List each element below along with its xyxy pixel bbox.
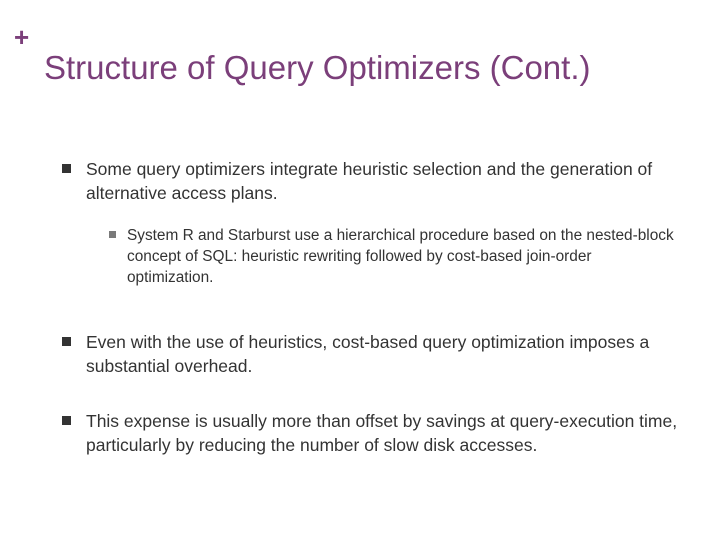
bullet-item [62, 409, 682, 457]
plus-icon: + [14, 22, 30, 52]
bullet-text: Even with the use of heuristics, cost-based query optimization imposes a substantial overhead. [86, 332, 650, 376]
bullet-item [62, 157, 682, 288]
bullet-item [62, 330, 682, 378]
bullet-list [62, 157, 682, 457]
square-bullet-icon [62, 416, 71, 425]
sub-bullet-text: System R and Starburst use a hierarchical procedure based on the nested-block concept of SQL: heuristic rewriting followed by cost-based join-order optimization. [127, 227, 674, 286]
sub-bullet-item [109, 225, 682, 288]
square-bullet-icon [109, 231, 116, 238]
slide-title: Structure of Query Optimizers (Cont.) [44, 49, 591, 86]
square-bullet-icon [62, 337, 71, 346]
square-bullet-icon [62, 164, 71, 173]
bullet-text: This expense is usually more than offset by savings at query-execution time, particularly by reducing the number of slow disk accesses. [86, 411, 678, 455]
bullet-text: Some query optimizers integrate heuristic selection and the generation of alternative access plans. [86, 159, 653, 203]
